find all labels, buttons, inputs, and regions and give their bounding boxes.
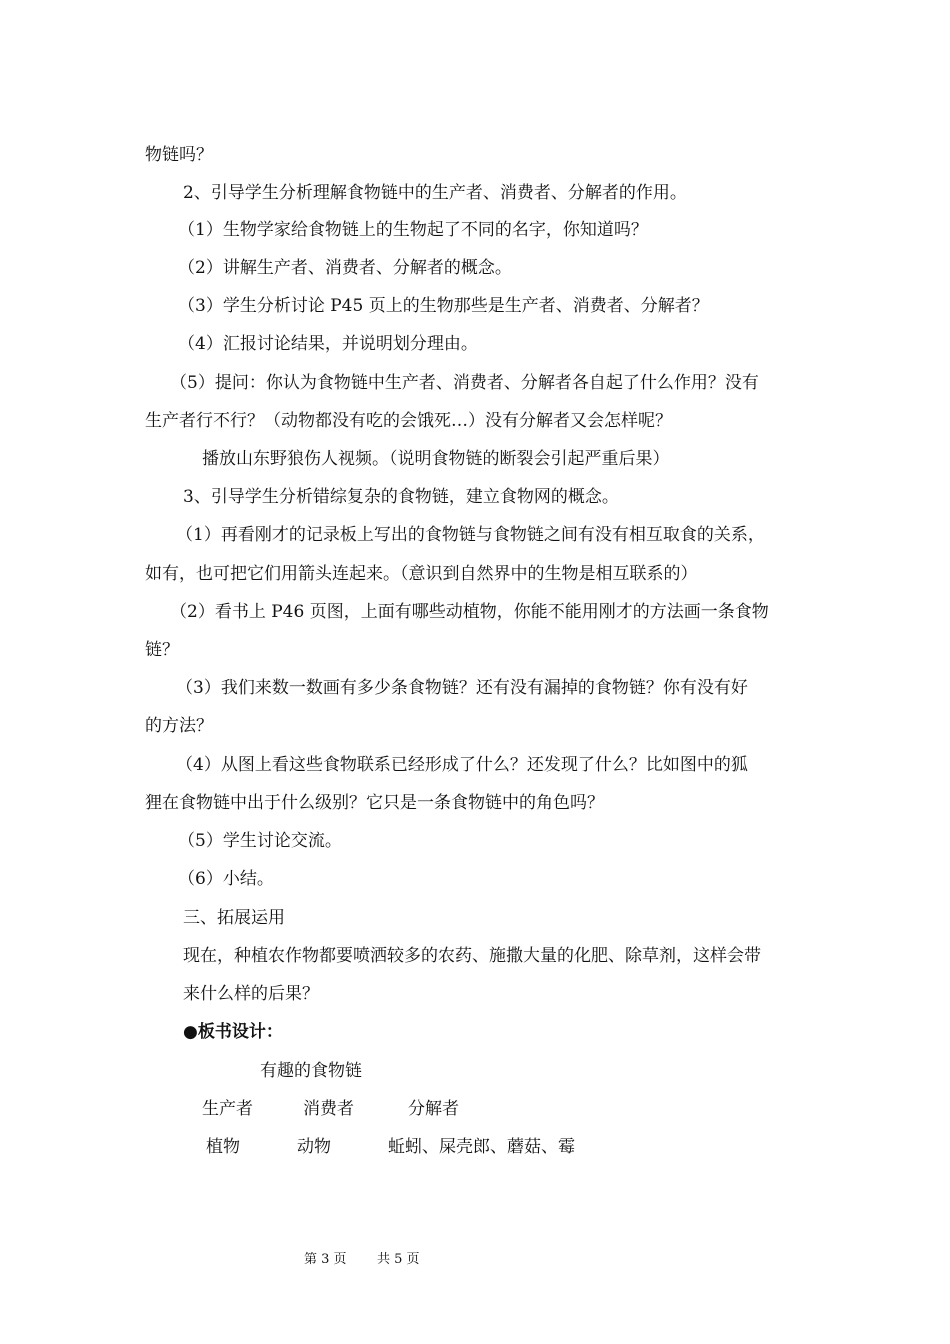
text-line: 狸在食物链中出于什么级别？它只是一条食物链中的角色吗？: [145, 793, 604, 813]
text-line: （5）学生讨论交流。: [178, 831, 342, 851]
board-cell: 分解者: [408, 1099, 459, 1119]
text-line: （2）看书上 P46 页图，上面有哪些动植物，你能不能用刚才的方法画一条食物: [170, 602, 769, 622]
text-line: 的方法？: [145, 716, 213, 736]
text-line: 3、引导学生分析错综复杂的食物链，建立食物网的概念。: [183, 487, 619, 507]
text-line: （4）从图上看这些食物联系已经形成了什么？还发现了什么？比如图中的狐: [176, 755, 748, 775]
text-line: （2）讲解生产者、消费者、分解者的概念。: [178, 258, 512, 278]
board-cell: 动物: [297, 1137, 331, 1157]
board-cell: 植物: [206, 1137, 240, 1157]
board-cell: 蚯蚓、屎壳郎、蘑菇、霉: [388, 1137, 575, 1157]
text-line: 链？: [145, 640, 179, 660]
section-heading: 三、拓展运用: [183, 908, 285, 928]
text-line: （3）我们来数一数画有多少条食物链？还有没有漏掉的食物链？你有没有好: [176, 678, 748, 698]
text-line: 来什么样的后果？: [183, 984, 319, 1004]
text-line: （4）汇报讨论结果，并说明划分理由。: [178, 334, 478, 354]
text-line: （5）提问：你认为食物链中生产者、消费者、分解者各自起了什么作用？没有: [170, 373, 759, 393]
board-design-heading: ●板书设计：: [183, 1022, 283, 1042]
text-line: 现在，种植农作物都要喷洒较多的农药、施撒大量的化肥、除草剂，这样会带: [183, 946, 761, 966]
text-line: 如有，也可把它们用箭头连起来。（意识到自然界中的生物是相互联系的）: [145, 564, 698, 584]
board-cell: 生产者: [202, 1099, 253, 1119]
text-line: 生产者行不行？（动物都没有吃的会饿死…）没有分解者又会怎样呢？: [145, 411, 672, 431]
text-line: （1）再看刚才的记录板上写出的食物链与食物链之间有没有相互取食的关系，: [176, 525, 765, 545]
text-line: 2、引导学生分析理解食物链中的生产者、消费者、分解者的作用。: [183, 183, 687, 203]
board-cell: 消费者: [303, 1099, 354, 1119]
text-line: （1）生物学家给食物链上的生物起了不同的名字，你知道吗？: [178, 220, 648, 240]
text-line: （6）小结。: [178, 869, 274, 889]
text-line: 物链吗？: [145, 145, 213, 165]
page-number: 第 3 页: [304, 1252, 347, 1267]
text-line: 播放山东野狼伤人视频。（说明食物链的断裂会引起严重后果）: [202, 449, 670, 469]
text-line: （3）学生分析讨论 P45 页上的生物那些是生产者、消费者、分解者？: [178, 296, 709, 316]
board-title: 有趣的食物链: [260, 1061, 362, 1081]
page-total: 共 5 页: [377, 1252, 420, 1267]
